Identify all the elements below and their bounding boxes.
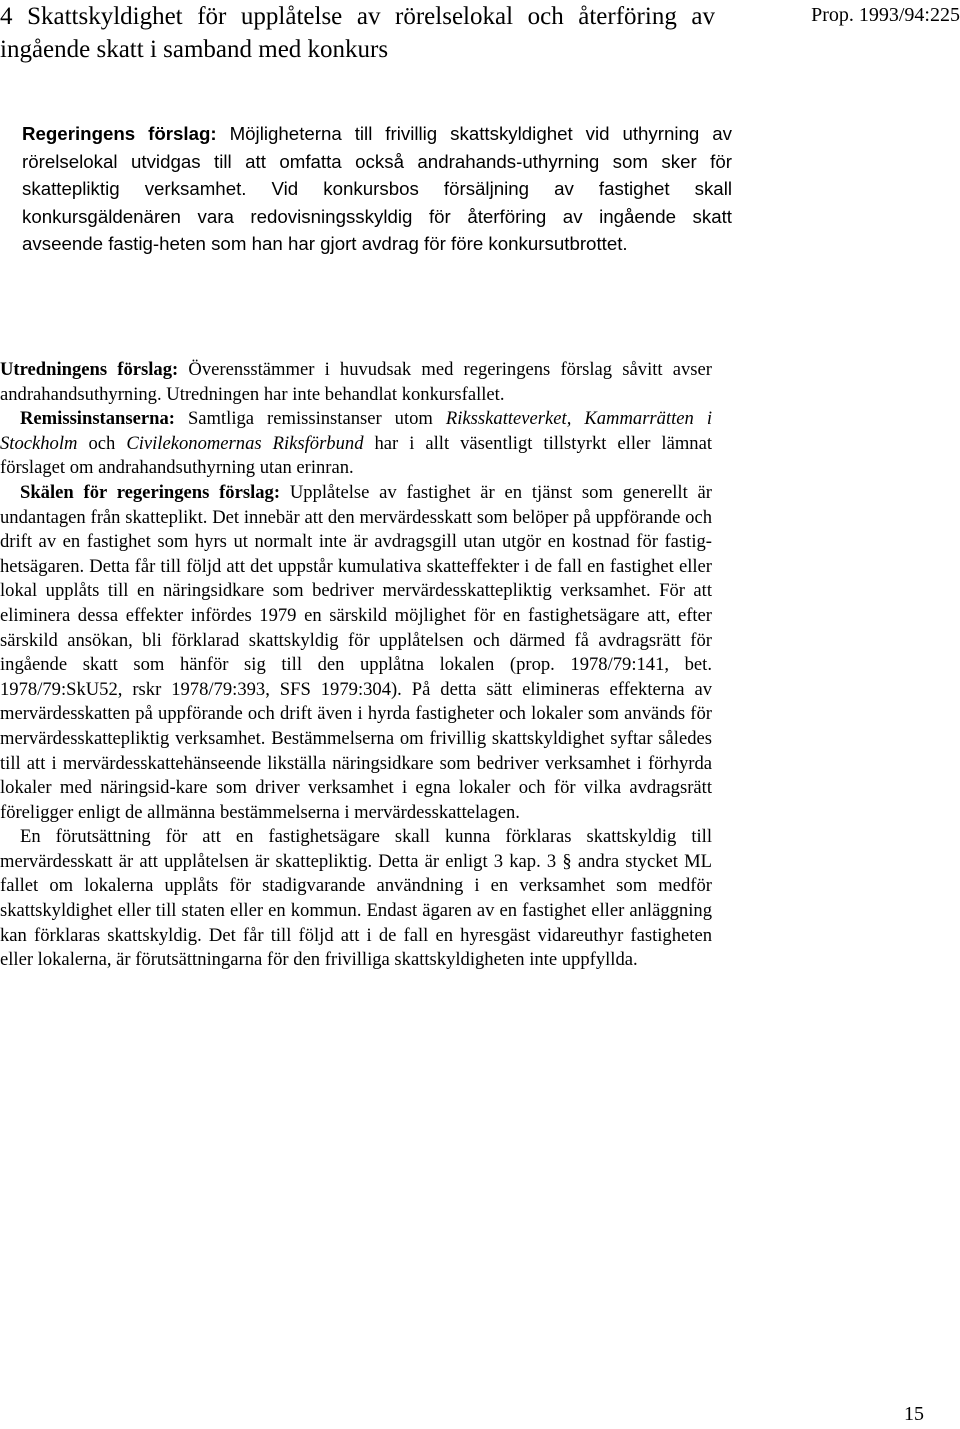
body-text [0,358,712,973]
remiss-label: Remissinstanserna: [20,408,175,430]
remiss-text-2: och [88,432,116,454]
final-text: En förutsättning för att en fastighetsägare skall kunna förklaras skattskyldig till mervärdesskatt är att upplåtelsen är skattepliktig. Detta är enligt 3 kap. 3 § andra stycket ML fallet om lokalerna upplåts för stadigvarande användning i en verksamhet som medför skattskyldighet eller till staten eller en kommun. Endast ägaren av en fastighet eller anläggning kan förklaras skattskyldig. Det får till följd att i de fall en hyresgäst vidareuthyr fastigheten eller lokalerna, är förutsättningarna för den frivilliga skattskyldigheten inte uppfyllda. [0,826,712,971]
summary-text: Möjligheterna till frivillig skattskyldighet vid uthyrning av rörelselokal utvidgas till att omfatta också andrahands-uthyrning som sker för skattepliktig verksamhet. Vid konkursbos försäljning av fastighet skall konkursgäldenären vara redovisningsskyldig för återföring av ingående skatt avseende fastig-heten som han har gjort avdrag för före konkursutbrottet. [22,123,732,255]
remiss-org-2: Civilekonomernas Riksförbund [126,432,364,454]
summary-label: Regeringens förslag: [22,123,217,144]
skalen-paragraph [0,481,712,825]
final-paragraph [0,825,712,973]
utredningen-label: Utredningens förslag: [0,359,179,380]
page-number: 15 [904,1403,924,1425]
utredningen-paragraph [0,358,712,407]
remiss-text-3: har i allt väsentligt tillstyrkt eller lämnat förslaget om andrahandsuthyrning utan erinran. [0,432,713,479]
section-heading: 4 Skattskyldighet för upplåtelse av rörelselokal och återföring av ingående skatt i samband med konkurs [0,3,715,63]
remiss-paragraph [0,407,712,481]
utredningen-text: Överensstämmer i huvudsak med regeringens förslag såvitt avser andrahandsuthyrning. Utredningen har inte behandlat konkursfallet. [0,359,712,405]
summary-block [22,120,732,258]
summary-paragraph [22,120,732,258]
remiss-text-1: Samtliga remissinstanser utom [187,408,433,430]
skalen-text: Upplåtelse av fastighet är en tjänst som generellt är undantagen från skatteplikt. Det innebär att den mervärdesskatt som belöper på uppförande och drift av en fastighet som hyrs ut normalt inte är avdragsgill utan utgör en kostnad för fastig-hetsägaren. Detta får till följd att det uppstår kumulativa skatteffekter i de fall en fastighet eller lokal upplåts till en näringsidkare som bedriver mervärdesskattepliktig verksamhet. För att eliminera dessa effekter infördes 1979 en särskild möjlighet för en fastighetsägare att, efter särskild ansökan, bli förklarad skattskyldig för upplåtelsen och därmed få avdragsrätt för ingående skatt som hänför sig till den upplåtna lokalen (prop. 1978/79:141, bet. 1978/79:SkU52, rskr 1978/79:393, SFS 1979:304). På detta sätt elimineras effekterna av mervärdesskatten på uppförande och drift även i hyrda fastigheter och lokaler som används för mervärdesskattepliktig verksamhet. Bestämmelserna om frivillig skattskyldighet syftar således till att i mervärdesskattehänseende likställa näringsidkare som bedriver verksamhet i förhyrda lokaler med näringsid-kare som driver verksamhet i egna lokaler och för vilka avdragsrätt föreligger enligt de allmänna bestämmelserna i mervärdesskattelagen. [0,481,712,823]
proposition-reference: Prop. 1993/94:225 [811,4,960,26]
skalen-label: Skälen för regeringens förslag: [20,481,281,503]
remiss-org-1: Riksskatteverket, Kammarrätten i Stockholm [0,408,712,454]
